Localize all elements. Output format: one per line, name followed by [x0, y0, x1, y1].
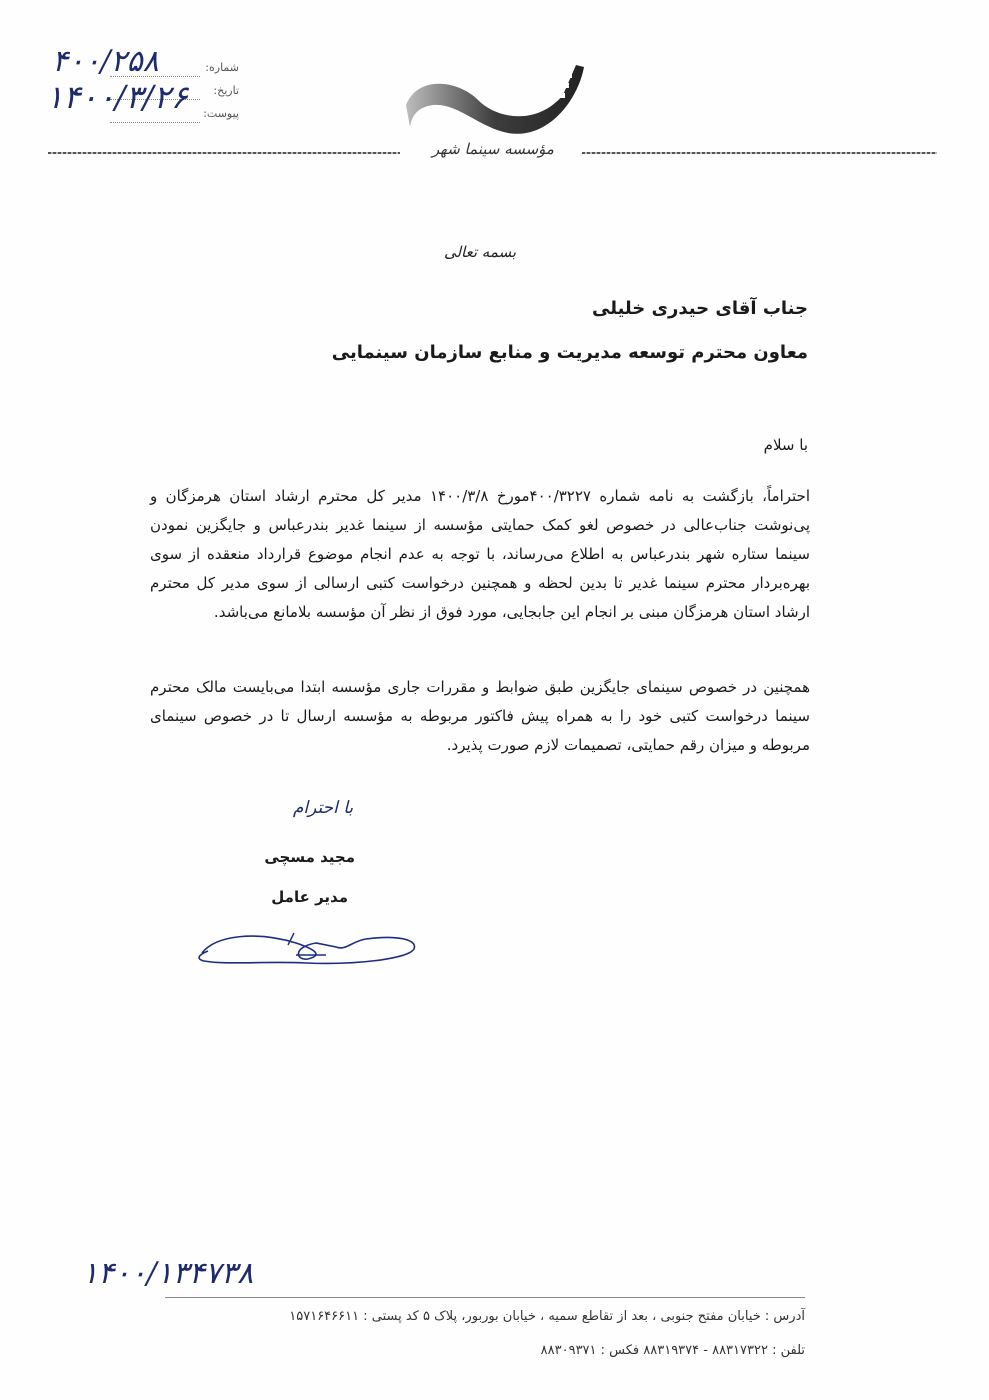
registration-number-handwritten: ۱۴۰۰/۱۳۴۷۳۸: [82, 1256, 254, 1291]
closing-handwritten: با احترام: [292, 798, 354, 818]
greeting: با سلام: [763, 436, 808, 454]
letter-number-handwritten: ۴۰۰/۲۵۸: [52, 44, 159, 79]
header-divider-left: [48, 152, 400, 154]
logo-text: مؤسسه سینما شهر: [432, 140, 554, 158]
signature-scribble: [196, 925, 422, 970]
invocation: بسمه تعالی: [443, 243, 517, 261]
recipient-title: معاون محترم توسعه مدیریت و منابع سازمان سینمایی: [331, 342, 808, 363]
date-label: تاریخ:: [213, 84, 239, 97]
attachment-label: پیوست:: [203, 107, 239, 120]
header-divider-right: [582, 152, 937, 154]
institute-logo: [398, 55, 590, 180]
footer-address: آدرس : خیابان مفتح جنوبی ، بعد از تقاطع سمیه ، خیابان بوربور، پلاک ۵ کد پستی : ۱۵۷۱۶۴۶۶۱۱: [289, 1309, 805, 1324]
signature-icon: [196, 925, 422, 970]
attachment-dotted-line: [110, 122, 200, 123]
body-paragraph-2: همچنین در خصوص سینمای جایگزین طبق ضوابط و مقررات جاری مؤسسه ابتدا می‌بایست مالک محترم سینما درخواست کتبی خود را به همراه پیش فاکتور مربوطه به مؤسسه ارسال تا در خصوص سینمای مربوطه و میزان رقم حمایتی، تصمیمات لازم صورت پذیرد.: [150, 678, 810, 754]
recipient-name: جناب آقای حیدری خلیلی: [592, 298, 808, 319]
signer-position: مدیر عامل: [271, 888, 348, 906]
signer-name: مجید مسچی: [264, 848, 355, 866]
film-ribbon-logo-icon: [398, 55, 590, 180]
body-paragraph-1: احتراماً، بازگشت به نامه شماره ۴۰۰/۳۲۲۷مورخ ۱۴۰۰/۳/۸ مدیر کل محترم ارشاد استان هرمزگان و پی‌نوشت جناب‌عالی در خصوص لغو کمک حمایتی مؤسسه از سینما غدیر بندرعباس و جایگزین نمودن سینما ستاره شهر بندرعباس به اطلاع می‌رساند، با توجه به عدم انجام موضوع قرارداد منعقده از سوی بهره‌بردار محترم سینما غدیر تا بدین لحظه و همچنین درخواست کتبی ارسالی از سوی مدیر کل محترم ارشاد استان هرمزگان مبنی بر انجام این جابجایی، مورد فوق از نظر آن مؤسسه بلامانع می‌باشد.: [150, 487, 810, 621]
letter-date-handwritten: ۱۴۰۰/۳/۲۶: [46, 78, 188, 116]
footer-divider: [165, 1297, 805, 1298]
number-label: شماره:: [205, 61, 239, 74]
footer-phones: تلفن : ۸۸۳۱۷۳۲۲ - ۸۸۳۱۹۳۷۴ فکس : ۸۸۳۰۹۳۷۱: [540, 1343, 805, 1358]
